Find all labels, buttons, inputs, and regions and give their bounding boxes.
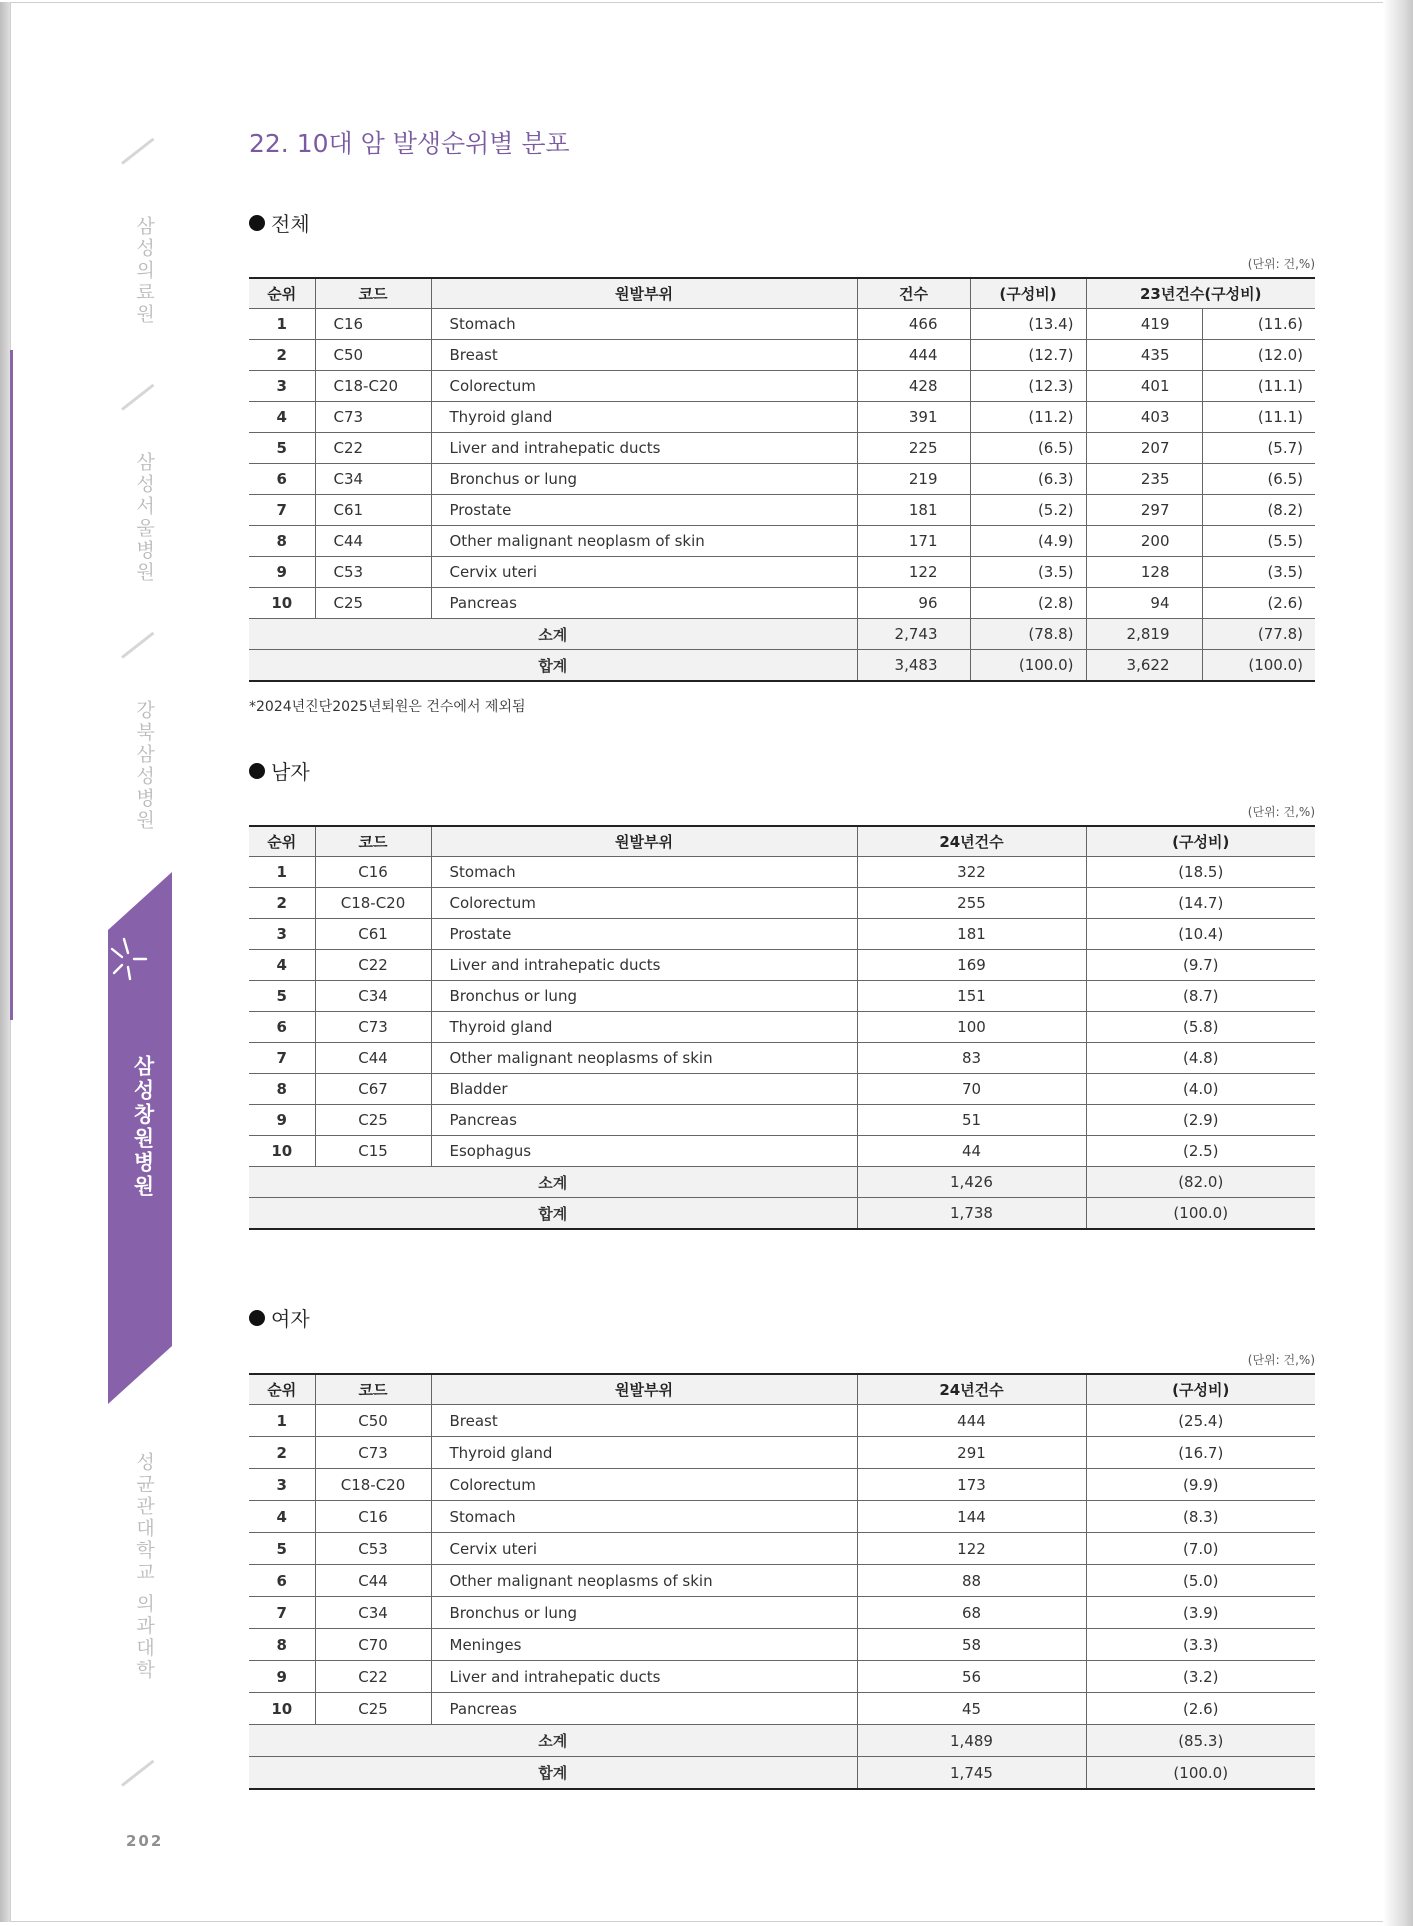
- header-code: 코드: [315, 278, 431, 309]
- code-cell: C44: [315, 1043, 431, 1074]
- prev-count-cell: 2,819: [1086, 619, 1202, 650]
- prev-ratio-cell: (6.5): [1202, 464, 1315, 495]
- count-cell: 219: [857, 464, 970, 495]
- code-cell: C50: [315, 1405, 431, 1437]
- site-cell: Bladder: [431, 1074, 857, 1105]
- site-cell: Colorectum: [431, 1469, 857, 1501]
- rank-cell: 8: [249, 1074, 315, 1105]
- header-prev-year: 23년건수(구성비): [1086, 278, 1315, 309]
- ratio-cell: (14.7): [1086, 888, 1315, 919]
- header-count: 건수: [857, 278, 970, 309]
- header-site: 원발부위: [431, 1374, 857, 1405]
- count-cell: 100: [857, 1012, 1086, 1043]
- count-cell: 122: [857, 557, 970, 588]
- total-label-cell: 합계: [249, 1198, 857, 1230]
- ratio-cell: (18.5): [1086, 857, 1315, 888]
- table-row: [249, 919, 1315, 950]
- count-cell: 144: [857, 1501, 1086, 1533]
- rank-cell: 10: [249, 1693, 315, 1725]
- grand-total-row: [249, 1757, 1315, 1790]
- rank-cell: 5: [249, 1533, 315, 1565]
- prev-ratio-cell: (12.0): [1202, 340, 1315, 371]
- ratio-cell: (6.5): [970, 433, 1086, 464]
- ratio-cell: (82.0): [1086, 1167, 1315, 1198]
- ratio-cell: (5.2): [970, 495, 1086, 526]
- count-cell: 173: [857, 1469, 1086, 1501]
- table-row: [249, 1105, 1315, 1136]
- header-ratio: (구성비): [1086, 826, 1315, 857]
- site-cell: Liver and intrahepatic ducts: [431, 1661, 857, 1693]
- code-cell: C34: [315, 464, 431, 495]
- table-row: [249, 857, 1315, 888]
- table-row: [249, 1074, 1315, 1105]
- rank-cell: 1: [249, 309, 315, 340]
- section-heading-female: [249, 1303, 310, 1332]
- table-row: [249, 1437, 1315, 1469]
- count-cell: 225: [857, 433, 970, 464]
- count-cell: 2,743: [857, 619, 970, 650]
- rank-cell: 3: [249, 919, 315, 950]
- count-cell: 68: [857, 1597, 1086, 1629]
- header-code: 코드: [315, 826, 431, 857]
- code-cell: C70: [315, 1629, 431, 1661]
- ratio-cell: (100.0): [1086, 1757, 1315, 1790]
- site-cell: Colorectum: [431, 371, 857, 402]
- prev-count-cell: 419: [1086, 309, 1202, 340]
- table-row: [249, 340, 1315, 371]
- code-cell: C73: [315, 402, 431, 433]
- ratio-cell: (11.2): [970, 402, 1086, 433]
- code-cell: C16: [315, 309, 431, 340]
- table-row: [249, 1043, 1315, 1074]
- table-row: [249, 1012, 1315, 1043]
- site-cell: Stomach: [431, 309, 857, 340]
- ratio-cell: (6.3): [970, 464, 1086, 495]
- site-cell: Stomach: [431, 1501, 857, 1533]
- rank-cell: 4: [249, 402, 315, 433]
- ratio-cell: (100.0): [1086, 1198, 1315, 1230]
- unit-label: (단위: 건,%): [1247, 805, 1315, 819]
- code-cell: C53: [315, 1533, 431, 1565]
- prev-count-cell: 297: [1086, 495, 1202, 526]
- site-cell: Other malignant neoplasm of skin: [431, 526, 857, 557]
- code-cell: C61: [315, 495, 431, 526]
- subtotal-row: [249, 1725, 1315, 1757]
- table-row: [249, 309, 1315, 340]
- rank-cell: 3: [249, 1469, 315, 1501]
- header-rank: 순위: [249, 826, 315, 857]
- code-cell: C18-C20: [315, 888, 431, 919]
- site-cell: Thyroid gland: [431, 1437, 857, 1469]
- table-row: [249, 1597, 1315, 1629]
- header-count: 24년건수: [857, 826, 1086, 857]
- count-cell: 3,483: [857, 650, 970, 682]
- unit-label: (단위: 건,%): [1247, 1353, 1315, 1367]
- prev-ratio-cell: (11.1): [1202, 371, 1315, 402]
- ratio-cell: (4.8): [1086, 1043, 1315, 1074]
- grand-total-row: [249, 650, 1315, 682]
- rank-cell: 7: [249, 1597, 315, 1629]
- section-heading-male: [249, 756, 310, 785]
- count-cell: 291: [857, 1437, 1086, 1469]
- table-male: [249, 825, 1315, 1230]
- rank-cell: 6: [249, 1565, 315, 1597]
- prev-ratio-cell: (77.8): [1202, 619, 1315, 650]
- prev-count-cell: 403: [1086, 402, 1202, 433]
- rank-cell: 7: [249, 495, 315, 526]
- ratio-cell: (3.2): [1086, 1661, 1315, 1693]
- code-cell: C22: [315, 1661, 431, 1693]
- code-cell: C44: [315, 526, 431, 557]
- ratio-cell: (100.0): [970, 650, 1086, 682]
- table-row: [249, 888, 1315, 919]
- header-count: 24년건수: [857, 1374, 1086, 1405]
- site-cell: Pancreas: [431, 1693, 857, 1725]
- bullet-icon: [249, 1310, 265, 1326]
- table-row: [249, 1136, 1315, 1167]
- sidebar-item-samsung-medical[interactable]: 삼성의료원: [133, 216, 155, 326]
- site-cell: Stomach: [431, 857, 857, 888]
- rank-cell: 5: [249, 433, 315, 464]
- site-cell: Breast: [431, 1405, 857, 1437]
- prev-count-cell: 401: [1086, 371, 1202, 402]
- rank-cell: 7: [249, 1043, 315, 1074]
- prev-ratio-cell: (8.2): [1202, 495, 1315, 526]
- ratio-cell: (9.7): [1086, 950, 1315, 981]
- ratio-cell: (2.8): [970, 588, 1086, 619]
- rank-cell: 8: [249, 1629, 315, 1661]
- table-row: [249, 371, 1315, 402]
- code-cell: C16: [315, 1501, 431, 1533]
- table-row: [249, 1501, 1315, 1533]
- count-cell: 444: [857, 340, 970, 371]
- rank-cell: 8: [249, 526, 315, 557]
- code-cell: C73: [315, 1012, 431, 1043]
- ratio-cell: (13.4): [970, 309, 1086, 340]
- ratio-cell: (2.9): [1086, 1105, 1315, 1136]
- table-header-row: [249, 826, 1315, 857]
- table-row: [249, 950, 1315, 981]
- site-cell: Breast: [431, 340, 857, 371]
- ratio-cell: (12.3): [970, 371, 1086, 402]
- code-cell: C22: [315, 950, 431, 981]
- total-label-cell: 합계: [249, 650, 857, 682]
- code-cell: C73: [315, 1437, 431, 1469]
- sidebar-item-samsung-changwon[interactable]: 삼성창원병원: [131, 1055, 155, 1199]
- code-cell: C53: [315, 557, 431, 588]
- count-cell: 58: [857, 1629, 1086, 1661]
- header-code: 코드: [315, 1374, 431, 1405]
- count-cell: 466: [857, 309, 970, 340]
- count-cell: 1,745: [857, 1757, 1086, 1790]
- prev-count-cell: 3,622: [1086, 650, 1202, 682]
- table-row: [249, 1405, 1315, 1437]
- prev-count-cell: 207: [1086, 433, 1202, 464]
- table-row: [249, 526, 1315, 557]
- rank-cell: 9: [249, 1105, 315, 1136]
- rank-cell: 6: [249, 464, 315, 495]
- prev-ratio-cell: (2.6): [1202, 588, 1315, 619]
- code-cell: C25: [315, 1693, 431, 1725]
- ratio-cell: (2.5): [1086, 1136, 1315, 1167]
- site-cell: Pancreas: [431, 588, 857, 619]
- code-cell: C50: [315, 340, 431, 371]
- site-cell: Bronchus or lung: [431, 1597, 857, 1629]
- rank-cell: 10: [249, 588, 315, 619]
- code-cell: C67: [315, 1074, 431, 1105]
- site-cell: Cervix uteri: [431, 1533, 857, 1565]
- header-ratio: (구성비): [1086, 1374, 1315, 1405]
- ratio-cell: (3.5): [970, 557, 1086, 588]
- site-cell: Bronchus or lung: [431, 464, 857, 495]
- table-row: [249, 981, 1315, 1012]
- count-cell: 181: [857, 919, 1086, 950]
- total-label-cell: 소계: [249, 1167, 857, 1198]
- rank-cell: 1: [249, 857, 315, 888]
- site-cell: Prostate: [431, 495, 857, 526]
- count-cell: 70: [857, 1074, 1086, 1105]
- ratio-cell: (3.3): [1086, 1629, 1315, 1661]
- count-cell: 88: [857, 1565, 1086, 1597]
- ratio-cell: (85.3): [1086, 1725, 1315, 1757]
- subtotal-row: [249, 619, 1315, 650]
- site-cell: Other malignant neoplasms of skin: [431, 1565, 857, 1597]
- section-heading-text: 여자: [271, 1307, 310, 1331]
- table-row: [249, 557, 1315, 588]
- site-cell: Prostate: [431, 919, 857, 950]
- prev-ratio-cell: (5.5): [1202, 526, 1315, 557]
- sparkle-icon: [108, 935, 148, 985]
- table-row: [249, 464, 1315, 495]
- count-cell: 1,489: [857, 1725, 1086, 1757]
- count-cell: 322: [857, 857, 1086, 888]
- table-header-row: [249, 1374, 1315, 1405]
- site-cell: Thyroid gland: [431, 1012, 857, 1043]
- rank-cell: 5: [249, 981, 315, 1012]
- footnote: *2024년진단2025년퇴원은 건수에서 제외됨: [249, 699, 526, 715]
- rank-cell: 1: [249, 1405, 315, 1437]
- code-cell: C34: [315, 1597, 431, 1629]
- table-row: [249, 495, 1315, 526]
- total-label-cell: 합계: [249, 1757, 857, 1790]
- prev-ratio-cell: (100.0): [1202, 650, 1315, 682]
- code-cell: C18-C20: [315, 1469, 431, 1501]
- ratio-cell: (10.4): [1086, 919, 1315, 950]
- table-female: [249, 1373, 1315, 1790]
- table-row: [249, 1533, 1315, 1565]
- header-site: 원발부위: [431, 826, 857, 857]
- code-cell: C15: [315, 1136, 431, 1167]
- ratio-cell: (25.4): [1086, 1405, 1315, 1437]
- prev-ratio-cell: (3.5): [1202, 557, 1315, 588]
- section-heading-text: 전체: [271, 212, 310, 236]
- subtotal-row: [249, 1167, 1315, 1198]
- sidebar-item-kangbuk-samsung[interactable]: 강북삼성병원: [133, 700, 155, 832]
- section-heading-text: 남자: [271, 760, 310, 784]
- count-cell: 83: [857, 1043, 1086, 1074]
- prev-count-cell: 235: [1086, 464, 1202, 495]
- rank-cell: 2: [249, 888, 315, 919]
- header-ratio: (구성비): [970, 278, 1086, 309]
- prev-count-cell: 200: [1086, 526, 1202, 557]
- header-site: 원발부위: [431, 278, 857, 309]
- table-header-row: [249, 278, 1315, 309]
- bullet-icon: [249, 763, 265, 779]
- rank-cell: 2: [249, 340, 315, 371]
- grand-total-row: [249, 1198, 1315, 1230]
- code-cell: C44: [315, 1565, 431, 1597]
- code-cell: C34: [315, 981, 431, 1012]
- rank-cell: 4: [249, 1501, 315, 1533]
- ratio-cell: (5.0): [1086, 1565, 1315, 1597]
- ratio-cell: (8.3): [1086, 1501, 1315, 1533]
- rank-cell: 4: [249, 950, 315, 981]
- code-cell: C18-C20: [315, 371, 431, 402]
- table-row: [249, 433, 1315, 464]
- prev-count-cell: 435: [1086, 340, 1202, 371]
- table-total: [249, 277, 1315, 682]
- site-cell: Colorectum: [431, 888, 857, 919]
- bullet-icon: [249, 215, 265, 231]
- count-cell: 151: [857, 981, 1086, 1012]
- count-cell: 56: [857, 1661, 1086, 1693]
- rank-cell: 9: [249, 1661, 315, 1693]
- rank-cell: 6: [249, 1012, 315, 1043]
- site-cell: Thyroid gland: [431, 402, 857, 433]
- count-cell: 51: [857, 1105, 1086, 1136]
- site-cell: Liver and intrahepatic ducts: [431, 433, 857, 464]
- header-rank: 순위: [249, 1374, 315, 1405]
- count-cell: 171: [857, 526, 970, 557]
- rank-cell: 10: [249, 1136, 315, 1167]
- table-row: [249, 402, 1315, 433]
- count-cell: 391: [857, 402, 970, 433]
- rank-cell: 9: [249, 557, 315, 588]
- site-cell: Meninges: [431, 1629, 857, 1661]
- count-cell: 122: [857, 1533, 1086, 1565]
- page-edge-accent: [10, 350, 13, 1020]
- ratio-cell: (2.6): [1086, 1693, 1315, 1725]
- ratio-cell: (5.8): [1086, 1012, 1315, 1043]
- table-row: [249, 1629, 1315, 1661]
- count-cell: 96: [857, 588, 970, 619]
- ratio-cell: (8.7): [1086, 981, 1315, 1012]
- table-row: [249, 1661, 1315, 1693]
- total-label-cell: 소계: [249, 1725, 857, 1757]
- site-cell: Esophagus: [431, 1136, 857, 1167]
- sidebar-item-samsung-seoul[interactable]: 삼성서울병원: [133, 452, 155, 584]
- count-cell: 169: [857, 950, 1086, 981]
- table-row: [249, 1565, 1315, 1597]
- site-cell: Bronchus or lung: [431, 981, 857, 1012]
- rank-cell: 3: [249, 371, 315, 402]
- ratio-cell: (3.9): [1086, 1597, 1315, 1629]
- prev-ratio-cell: (11.6): [1202, 309, 1315, 340]
- page-number: 202: [126, 1832, 164, 1850]
- count-cell: 45: [857, 1693, 1086, 1725]
- ratio-cell: (16.7): [1086, 1437, 1315, 1469]
- count-cell: 44: [857, 1136, 1086, 1167]
- page-title: 22. 10대 암 발생순위별 분포: [249, 129, 570, 158]
- section-heading-total: [249, 208, 310, 237]
- site-cell: Cervix uteri: [431, 557, 857, 588]
- prev-ratio-cell: (5.7): [1202, 433, 1315, 464]
- code-cell: C25: [315, 1105, 431, 1136]
- code-cell: C61: [315, 919, 431, 950]
- table-row: [249, 588, 1315, 619]
- ratio-cell: (4.0): [1086, 1074, 1315, 1105]
- page-right-shadow: [1383, 0, 1413, 1926]
- header-rank: 순위: [249, 278, 315, 309]
- table-row: [249, 1693, 1315, 1725]
- prev-count-cell: 128: [1086, 557, 1202, 588]
- prev-count-cell: 94: [1086, 588, 1202, 619]
- code-cell: C25: [315, 588, 431, 619]
- count-cell: 255: [857, 888, 1086, 919]
- count-cell: 1,426: [857, 1167, 1086, 1198]
- ratio-cell: (78.8): [970, 619, 1086, 650]
- code-cell: C16: [315, 857, 431, 888]
- ratio-cell: (12.7): [970, 340, 1086, 371]
- count-cell: 444: [857, 1405, 1086, 1437]
- total-label-cell: 소계: [249, 619, 857, 650]
- count-cell: 428: [857, 371, 970, 402]
- site-cell: Other malignant neoplasms of skin: [431, 1043, 857, 1074]
- site-cell: Pancreas: [431, 1105, 857, 1136]
- sidebar-item-skku-medicine[interactable]: 성균관대학교 의과대학: [133, 1452, 155, 1682]
- table-row: [249, 1469, 1315, 1501]
- ratio-cell: (9.9): [1086, 1469, 1315, 1501]
- ratio-cell: (4.9): [970, 526, 1086, 557]
- site-cell: Liver and intrahepatic ducts: [431, 950, 857, 981]
- count-cell: 181: [857, 495, 970, 526]
- unit-label: (단위: 건,%): [1247, 257, 1315, 271]
- prev-ratio-cell: (11.1): [1202, 402, 1315, 433]
- rank-cell: 2: [249, 1437, 315, 1469]
- ratio-cell: (7.0): [1086, 1533, 1315, 1565]
- count-cell: 1,738: [857, 1198, 1086, 1230]
- code-cell: C22: [315, 433, 431, 464]
